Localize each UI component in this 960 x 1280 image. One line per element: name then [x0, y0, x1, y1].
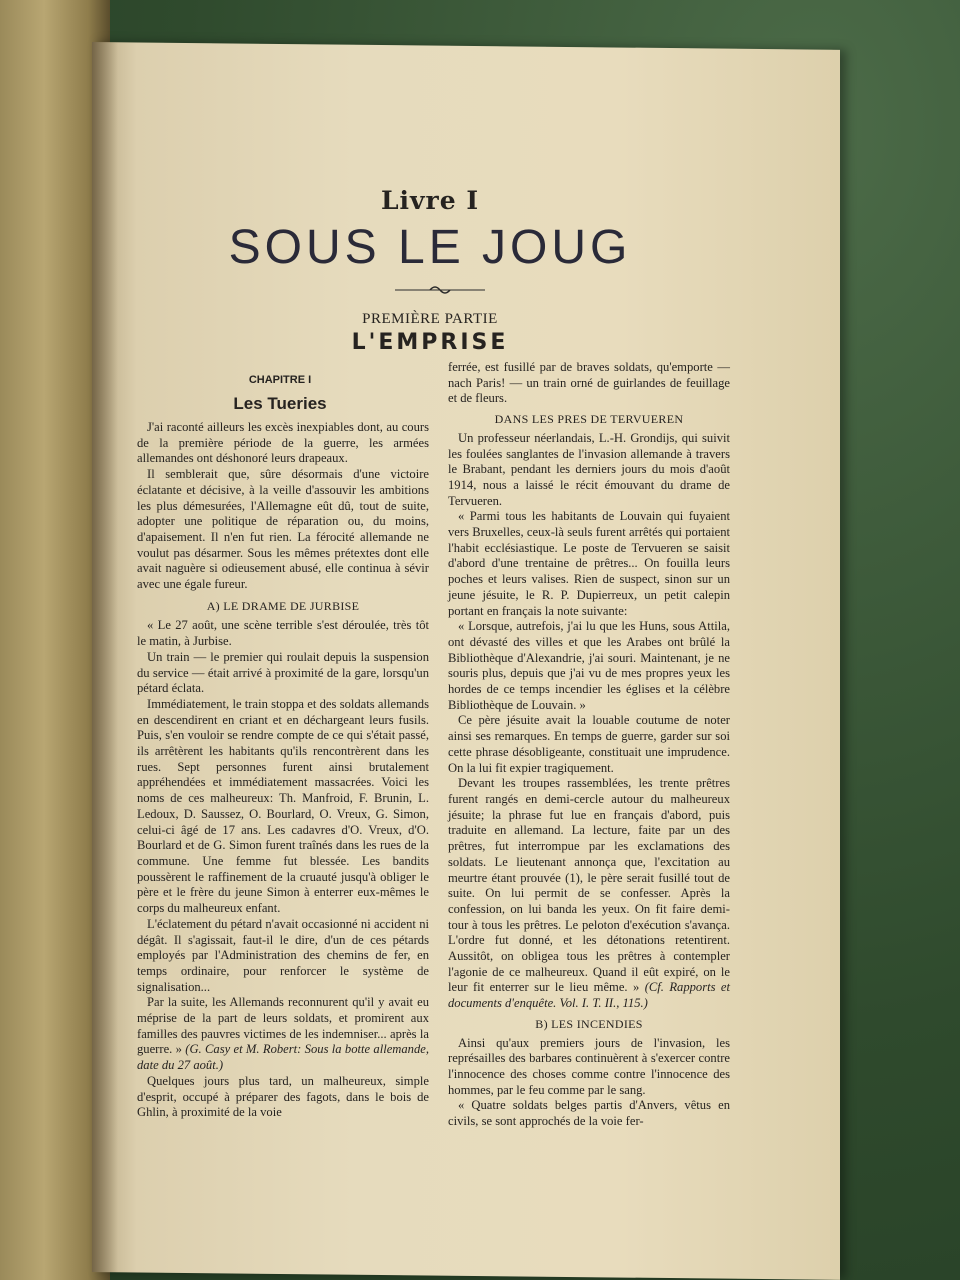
paragraph-text: Devant les troupes rassemblées, les trente prêtres furent rangés en demi-cercle autour du malheureux jésuite; la phrase fut lue en français d'abord, puis traduite en allemand. La lecture, faite par un des prêtres, fut interrompue par les exclamations des soldats. Le lieutenant annonça que, l'excitation au meurtre étant prouvée (1), le père serait fusillé tout de suite. On lui permit de se confesser. Après la confession, on lui banda les yeux. On fit faire demi-tour à tous les prêtres. Le peloton d'exécution s'avança. L'ordre fut donné, et les détonations retentirent. Aussitôt, on obligea tous les prêtres à contempler l'agonie de ce malheureux. Quand il eût expiré, on le leur fit enterrer sur le lieu même. »	[448, 776, 730, 995]
part-label: PREMIÈRE PARTIE	[362, 311, 498, 327]
paragraph: Ce père jésuite avait la louable coutume de noter ainsi ses remarques. En temps de guerre, garder sur soi cette phrase désobligeante, constituait une imprudence. On la lui fit expier tragiquement.	[448, 713, 730, 775]
chapter-title: Les Tueries	[233, 394, 327, 413]
paragraph	[137, 995, 429, 1074]
paragraph: « Quatre soldats belges partis d'Anvers, vêtus en civils, se sont approchés de la voie fer-	[448, 1098, 730, 1129]
page-gutter-shadow	[92, 42, 118, 1272]
left-text-column	[137, 420, 429, 1121]
section-heading-incendies: B) LES INCENDIES	[535, 1016, 643, 1031]
right-text-column	[448, 360, 730, 1130]
chapter-label: CHAPITRE I	[248, 374, 312, 386]
part-title: L'EMPRISE	[351, 330, 509, 355]
paragraph: Un train — le premier qui roulait depuis la suspension du service — était arrivé à proximité de la gare, lorsqu'un pétard éclata.	[137, 649, 429, 696]
paragraph: L'éclatement du pétard n'avait occasionné ni accident ni dégât. Il s'agissait, faut-il le dire, d'un de ces pétards employés par l'Administration des chemins de fer, en temps ordinaire, pour renforcer le système de signalisation...	[137, 916, 429, 994]
section-heading-tervueren: DANS LES PRES DE TERVUEREN	[494, 412, 684, 427]
paragraph: « Le 27 août, une scène terrible s'est déroulée, très tôt le matin, à Jurbise.	[137, 618, 429, 649]
citation: (Cf. Rapports et documents d'enquête. Vol. I. T. II., 115.)	[448, 980, 730, 1011]
paragraph	[448, 776, 730, 1012]
paragraph: J'ai raconté ailleurs les excès inexpiables dont, au cours de la première période de la guerre, les armées allemandes ont déshonoré leurs drapeaux.	[137, 420, 429, 466]
paragraph: « Lorsque, autrefois, j'ai lu que les Huns, sous Attila, ont dévasté des villes et que les Arabes ont brûlé la Bibliothèque d'Alexandrie, j'ai souri. Maintenant, je ne souris plus, depuis que j'ai vu de mes propres yeux les hordes de ce temps incendier les églises et la célèbre Bibliothèque de Louvain. »	[448, 619, 730, 712]
section-heading-jurbise: A) LE DRAME DE JURBISE	[206, 598, 360, 613]
paragraph: Un professeur néerlandais, L.-H. Grondijs, qui suivit les foulées sanglantes de l'invasion allemande à travers le Brabant, pendant les derniers jours du mois d'août 1914, nous a laissé le récit émouvant du drame de Tervueren.	[448, 430, 730, 508]
paragraph: Ainsi qu'aux premiers jours de l'invasion, les représailles des barbares continuèrent à s'exercer contre l'innocence des choses comme contre l'innocence des hommes, par le feu comme par le sang.	[448, 1035, 730, 1097]
title-ornament-icon	[395, 283, 485, 297]
citation: (G. Casy et M. Robert: Sous la botte allemande, date du 27 août.)	[137, 1042, 430, 1073]
paragraph: « Parmi tous les habitants de Louvain qui fuyaient vers Bruxelles, ceux-là seuls furent arrêtés qui portaient l'habit ecclésiastique. Le poste de Tervueren se saisit d'abord d'une trentaine de prêtres... On fouilla leurs poches et leurs valises. Rien de suspect, sinon sur un jeune jésuite, le R. P. Dupierreux, un petit calepin portant en français la note suivante:	[448, 509, 730, 618]
paragraph: Il semblerait que, sûre désormais d'une victoire éclatante et décisive, à la veille d'assouvir les ambitions les plus démesurées, l'Allemagne eût dû, tout de suite, adopter une politique de réparation ou, du moins, d'apaisement. Il n'en fut rien. La férocité allemande ne voulut pas désarmer. Sous les mêmes prétextes dont elle avait naguère si odieusement abusé, elle continua à sévir avec une égale fureur.	[137, 467, 429, 592]
paragraph: ferrée, est fusillé par de braves soldats, qu'emporte — nach Paris! — un train orné de guirlandes de feuillage et de fleurs.	[448, 360, 730, 406]
paragraph: Immédiatement, le train stoppa et des soldats allemands en descendirent en criant et en déchargeant leurs fusils. Puis, s'en vouloir se rendre compte de ce qui s'était passé, ils arrêtèrent les habitants qu'ils rencontrèrent dans les rues. Sept personnes furent ainsi brutalement appréhendées et immédiatement massacrées. Voici les noms de ces malheureux: Th. Manfroid, F. Brunin, L. Ledoux, D. Saussez, O. Bourlard, O. Vreux, G. Simon, celui-ci âgé de 17 ans. Les cadavres d'O. Vreux, d'O. Bourlard et de G. Simon furent traînés dans les rues de la commune. Une femme fut blessée. Les bandits poussèrent le raffinement de la cruauté jusqu'à obliger le père et le frère du jeune Simon à enterrer eux-mêmes le corps du malheureux enfant.	[137, 696, 429, 916]
book-title: SOUS LE JOUG	[228, 221, 632, 274]
book-number-heading: Livre I	[380, 186, 480, 215]
paragraph-text: Par la suite, les Allemands reconnurent qu'il y avait eu méprise de la part de leurs soldats, et promirent aux familles des pauvres victimes de les indemniser... après la guerre. »	[137, 995, 429, 1057]
paragraph: Quelques jours plus tard, un malheureux, simple d'esprit, occupé à préparer des fagots, dans le bois de Ghlin, à proximité de la voie	[137, 1073, 429, 1120]
